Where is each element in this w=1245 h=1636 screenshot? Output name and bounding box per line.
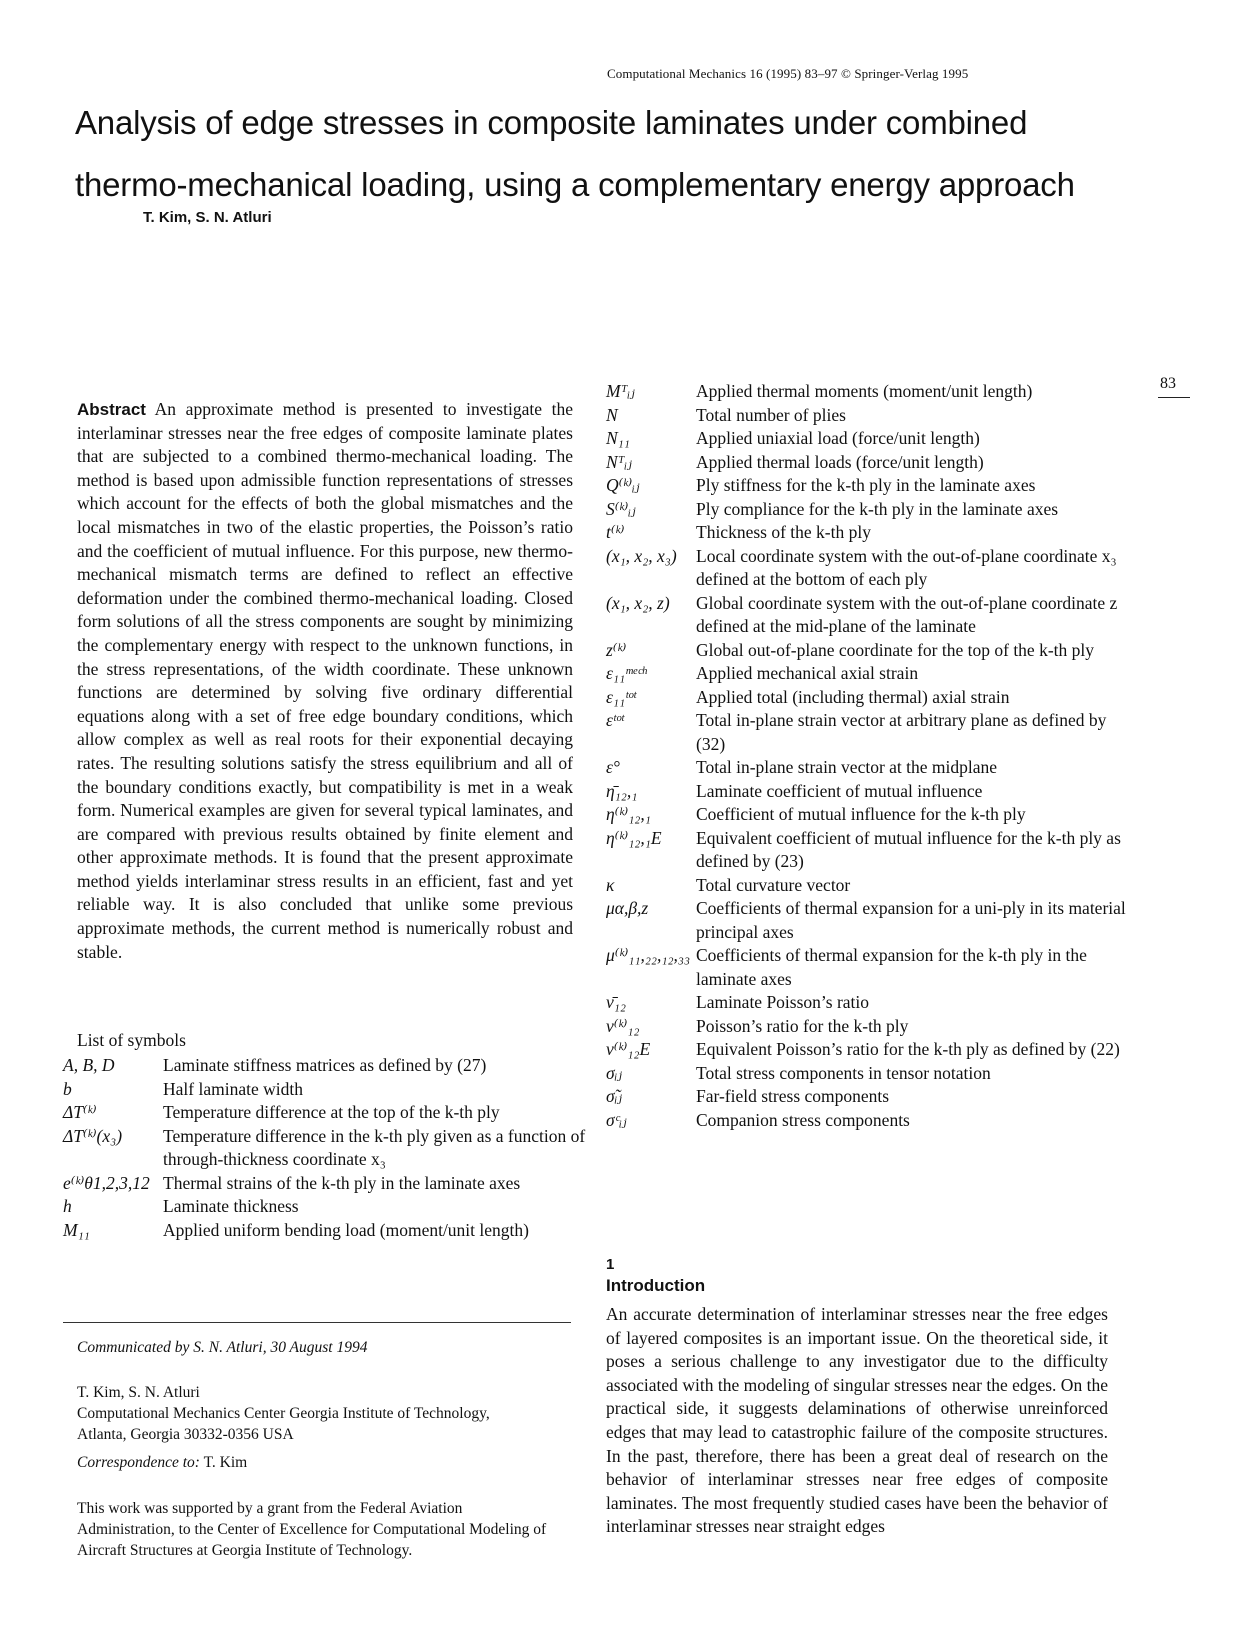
symbols-list-left: [63, 1054, 593, 1242]
symbol-row: [63, 1172, 593, 1196]
symbol-row: [606, 897, 1126, 944]
symbol: μα,β,z: [606, 898, 649, 918]
symbol: σᶜᵢⱼ: [606, 1109, 627, 1130]
symbol-description: Ply stiffness for the k-th ply in the laminate axes: [696, 475, 1036, 495]
symbol-row: [63, 1125, 593, 1172]
symbol: (x₁, x₂, z): [606, 592, 670, 613]
symbol-description: Far-field stress components: [696, 1086, 890, 1106]
symbol: ν⁽ᵏ⁾₁₂E: [606, 1039, 651, 1059]
symbols-heading: List of symbols: [77, 1030, 186, 1050]
section-title: Introduction: [606, 1276, 706, 1295]
symbol-row: [606, 639, 1126, 663]
page-number-rule: [1158, 397, 1190, 398]
symbol-row: [606, 780, 1126, 804]
symbol-description: Global out-of-plane coordinate for the top of the k-th ply: [696, 639, 1095, 660]
symbols-list-right: [606, 380, 1126, 1132]
symbol: ΔT⁽ᵏ⁾(x₃): [63, 1125, 123, 1146]
symbol-row: [63, 1078, 593, 1102]
symbol-row: [606, 944, 1126, 991]
symbol: ΔT⁽ᵏ⁾: [63, 1102, 97, 1122]
symbol-description: Total number of plies: [696, 404, 846, 425]
symbol-row: [63, 1101, 593, 1125]
symbol-row: [606, 1085, 1126, 1109]
symbol-row: [606, 991, 1126, 1015]
symbol-description: Coefficients of thermal expansion for the k-th ply in the laminate axes: [696, 945, 1087, 989]
symbol-row: [606, 521, 1126, 545]
symbol-row: [606, 474, 1126, 498]
symbol-description: Total in-plane strain vector at the midplane: [696, 757, 998, 777]
symbol-description: Temperature difference at the top of the k-th ply: [163, 1102, 500, 1122]
abstract-label: Abstract: [77, 400, 146, 419]
symbol: b: [63, 1078, 72, 1099]
symbol-description: Half laminate width: [163, 1078, 303, 1099]
symbol-description: Laminate thickness: [163, 1196, 299, 1216]
symbol-description: Applied uniaxial load (force/unit length): [696, 428, 980, 448]
symbol-row: [606, 498, 1126, 522]
symbol-row: [606, 874, 1126, 898]
footnote-rule: [63, 1322, 571, 1323]
symbol: N₁₁: [606, 428, 630, 448]
symbol-description: Applied mechanical axial strain: [696, 663, 919, 683]
affiliation-line-1: Computational Mechanics Center Georgia Institute of Technology,: [77, 1405, 490, 1422]
symbol: η⁽ᵏ⁾₁₂,₁E: [606, 827, 662, 848]
symbol-row: [606, 592, 1126, 639]
symbol-description: Applied uniform bending load (moment/unit length): [163, 1219, 529, 1240]
symbol-row: [606, 427, 1126, 451]
symbol: t⁽ᵏ⁾: [606, 522, 625, 542]
symbol-row: [606, 803, 1126, 827]
symbol-description: Companion stress components: [696, 1109, 910, 1130]
symbol-row: [606, 1038, 1126, 1062]
symbol-row: [606, 380, 1126, 404]
symbol: z⁽ᵏ⁾: [606, 639, 627, 660]
symbol-description: Coefficient of mutual influence for the k-th ply: [696, 804, 1026, 824]
symbol-description: Thickness of the k-th ply: [696, 522, 871, 542]
symbol-description: Laminate coefficient of mutual influence: [696, 780, 983, 801]
symbol: Nᵀᵢⱼ: [606, 451, 632, 472]
symbol-row: [606, 686, 1126, 710]
correspondence-label: Correspondence to:: [77, 1454, 200, 1471]
symbol-row: [606, 662, 1126, 686]
title-line-1: Analysis of edge stresses in composite laminates under combined: [75, 104, 1028, 141]
symbol-description: Poisson’s ratio for the k-th ply: [696, 1015, 909, 1036]
symbol: A, B, D: [63, 1055, 115, 1075]
symbol-description: Coefficients of thermal expansion for a uni-ply in its material principal axes: [696, 898, 1126, 942]
symbol-description: Global coordinate system with the out-of-plane coordinate z defined at the mid-plane of the laminate: [696, 592, 1118, 636]
symbol-description: Applied total (including thermal) axial strain: [696, 686, 1010, 707]
symbol-row: [606, 756, 1126, 780]
symbol-row: [606, 1062, 1126, 1086]
symbol-description: Total curvature vector: [696, 874, 851, 895]
symbol: ν̄₁₂: [606, 992, 626, 1012]
symbol: M₁₁: [63, 1219, 90, 1240]
symbol: ε°: [606, 757, 620, 777]
affiliation-names: T. Kim, S. N. Atluri: [77, 1384, 200, 1401]
symbol-description: Applied thermal loads (force/unit length): [696, 451, 984, 472]
symbol: ν⁽ᵏ⁾₁₂: [606, 1015, 640, 1036]
symbol-description: Local coordinate system with the out-of-plane coordinate x₃ defined at the bottom of each ply: [696, 545, 1117, 589]
paper-title: [75, 92, 1075, 216]
symbol: Mᵀᵢⱼ: [606, 381, 635, 401]
affiliation: [77, 1382, 577, 1445]
symbol-description: Thermal strains of the k-th ply in the laminate axes: [163, 1172, 521, 1193]
symbol-row: [63, 1219, 593, 1243]
symbol: (x₁, x₂, x₃): [606, 545, 677, 566]
symbol: Q⁽ᵏ⁾ᵢⱼ: [606, 475, 640, 495]
symbol-row: [606, 404, 1126, 428]
symbol-row: [606, 709, 1126, 756]
section-number: 1: [606, 1256, 615, 1273]
abstract: [77, 398, 573, 964]
symbol: ε₁₁ᵗᵒᵗ: [606, 686, 636, 707]
symbol: σᵢⱼ: [606, 1062, 623, 1083]
symbol-row: [606, 451, 1126, 475]
symbol-description: Total stress components in tensor notation: [696, 1062, 991, 1083]
title-line-2: thermo-mechanical loading, using a complementary energy approach: [75, 166, 1075, 203]
authors: T. Kim, S. N. Atluri: [143, 209, 272, 226]
funding-note: This work was supported by a grant from the Federal Aviation Administration, to the Center of Excellence for Computational Modeling of Aircraft Structures at Georgia Institute of Technology.: [77, 1500, 547, 1559]
symbol-row: [63, 1195, 593, 1219]
page-number: 83: [1160, 375, 1176, 392]
symbol-description: Laminate Poisson’s ratio: [696, 992, 870, 1012]
symbol: h: [63, 1196, 72, 1216]
symbol: κ: [606, 874, 615, 895]
symbol-description: Applied thermal moments (moment/unit length): [696, 381, 1033, 401]
symbol-description: Equivalent coefficient of mutual influence for the k-th ply as defined by (23): [696, 827, 1121, 871]
symbol-row: [63, 1054, 593, 1078]
symbol-description: Temperature difference in the k-th ply given as a function of through-thickness coordinate x₃: [163, 1125, 586, 1169]
journal-citation: Computational Mechanics 16 (1995) 83–97 © Springer-Verlag 1995: [607, 66, 969, 81]
affiliation-line-2: Atlanta, Georgia 30332-0356 USA: [77, 1426, 294, 1443]
symbol: η⁽ᵏ⁾₁₂,₁: [606, 804, 651, 824]
symbol-row: [606, 827, 1126, 874]
correspondence: [77, 1452, 577, 1473]
symbol-row: [606, 1109, 1126, 1133]
communicated-note: Communicated by S. N. Atluri, 30 August 1994: [77, 1339, 368, 1356]
symbol: σ̃ᵢⱼ: [606, 1086, 623, 1106]
symbol: N: [606, 404, 618, 425]
introduction-text: An accurate determination of interlaminar stresses near the free edges of layered composites is an important issue. On the theoretical side, it poses a serious challenge to any investigator due to the difficulty associated with the modeling of singular stresses near the edges. On the practical side, it suggests delaminations of otherwise unreinforced edges that may lead to catastrophic failure of the composite structures. In the past, therefore, there has been a great deal of research on the behavior of interlaminar stresses near free edges of composite laminates. The most frequently studied cases have been the behavior of interlaminar stresses near straight edges: [606, 1304, 1108, 1537]
symbol: εᵗᵒᵗ: [606, 710, 624, 730]
symbol-description: Ply compliance for the k-th ply in the laminate axes: [696, 498, 1059, 519]
symbol: η̄₁₂,₁: [606, 780, 638, 801]
symbol: μ⁽ᵏ⁾₁₁,₂₂,₁₂,₃₃: [606, 945, 691, 965]
symbol-description: Laminate stiffness matrices as defined by (27): [163, 1055, 487, 1075]
symbol: e⁽ᵏ⁾θ1,2,3,12: [63, 1172, 150, 1193]
symbol-row: [606, 1015, 1126, 1039]
symbol-description: Total in-plane strain vector at arbitrary plane as defined by (32): [696, 710, 1107, 754]
abstract-text: An approximate method is presented to investigate the interlaminar stresses near the free edges of composite laminate plates that are subjected to a combined thermo-mechanical loading. The method is based upon admissible function representations of stresses which account for the effects of both the global mismatches and the local mismatches in two of the elastic properties, the Poisson’s ratio and the coefficient of mutual influence. For this purpose, new thermo-mechanical mismatch terms are defined to reflect an effective deformation under the combined thermo-mechanical loading. Closed form solutions of all the stress components are sought by minimizing the complementary energy with respect to the unknown functions, in the stress representations, of the width coordinate. These unknown functions are determined by solving five ordinary differential equations along with a set of free edge boundary conditions, which allow complex as well as real roots for their exponential decaying rates. The resulting solutions satisfy the stress equilibrium and all of the boundary conditions exactly, but compatibility is met in a weak form. Numerical examples are given for several typical laminates, and are compared with previous results obtained by finite element and other approximate methods. It is found that the present approximate method yields interlaminar stress results in an efficient, fast and yet reliable way. It is also concluded that unlike some previous approximate methods, the current method is numerically robust and stable.: [77, 399, 573, 962]
symbol: ε₁₁ᵐᵉᶜʰ: [606, 663, 647, 683]
correspondence-name: T. Kim: [203, 1454, 248, 1471]
symbol-description: Equivalent Poisson’s ratio for the k-th ply as defined by (22): [696, 1039, 1120, 1059]
symbol: S⁽ᵏ⁾ᵢⱼ: [606, 498, 636, 519]
symbol-row: [606, 545, 1126, 592]
